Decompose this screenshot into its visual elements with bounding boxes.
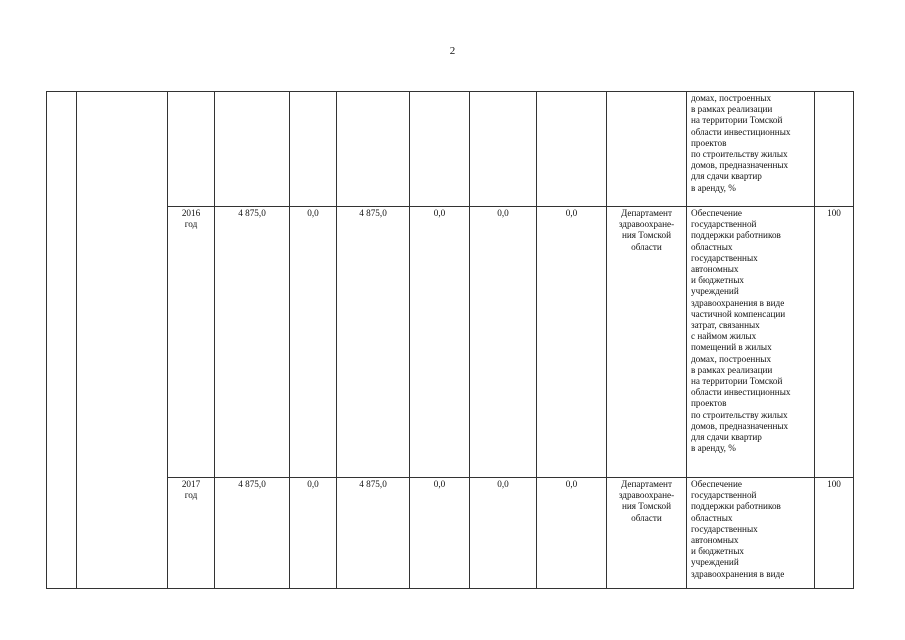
executor-cell: [607, 92, 687, 207]
table-row: [47, 207, 854, 478]
other-cell: 0,0: [470, 478, 537, 589]
federal-cell: [290, 92, 337, 207]
regional-cell: [337, 92, 410, 207]
extra-cell: [537, 92, 607, 207]
table-row: [47, 478, 854, 589]
federal-cell: 0,0: [290, 478, 337, 589]
extra-cell: 0,0: [537, 207, 607, 478]
page-number: 2: [449, 45, 456, 57]
budget-table: [46, 91, 854, 589]
year-cell: 2017 год: [168, 478, 215, 589]
regional-cell: 4 875,0: [337, 478, 410, 589]
executor-cell: Департамент здравоохране- ния Томской области: [607, 478, 687, 589]
federal-cell: 0,0: [290, 207, 337, 478]
local-cell: 0,0: [410, 207, 470, 478]
indicator-cell: домах, построенных в рамках реализации на территории Томской области инвестиционных проектов по строительству жилых домов, предназначенных для сдачи квартир в аренду, %: [687, 92, 815, 207]
total-cell: 4 875,0: [215, 207, 290, 478]
value-cell: 100: [815, 207, 854, 478]
indicator-cell: Обеспечение государственной поддержки работников областных государственных автономных и бюджетных учреждений здравоохранения в виде: [687, 478, 815, 589]
merged-name-cell: [77, 92, 168, 589]
other-cell: [470, 92, 537, 207]
extra-cell: 0,0: [537, 478, 607, 589]
local-cell: [410, 92, 470, 207]
merged-number-cell: [47, 92, 77, 589]
value-cell: 100: [815, 478, 854, 589]
total-cell: [215, 92, 290, 207]
indicator-cell: Обеспечение государственной поддержки работников областных государственных автономных и бюджетных учреждений здравоохранения в виде частичной компенсации затрат, связанных с наймом жилых помещений в жилых домах, построенных в рамках реализации на территории Томской области инвестиционных проектов по строительству жилых домов, предназначенных для сдачи квартир в аренду, %: [687, 207, 815, 478]
executor-cell: Департамент здравоохране- ния Томской области: [607, 207, 687, 478]
year-cell: [168, 92, 215, 207]
table-row: [47, 92, 854, 207]
other-cell: 0,0: [470, 207, 537, 478]
value-cell: [815, 92, 854, 207]
local-cell: 0,0: [410, 478, 470, 589]
regional-cell: 4 875,0: [337, 207, 410, 478]
year-cell: 2016 год: [168, 207, 215, 478]
total-cell: 4 875,0: [215, 478, 290, 589]
